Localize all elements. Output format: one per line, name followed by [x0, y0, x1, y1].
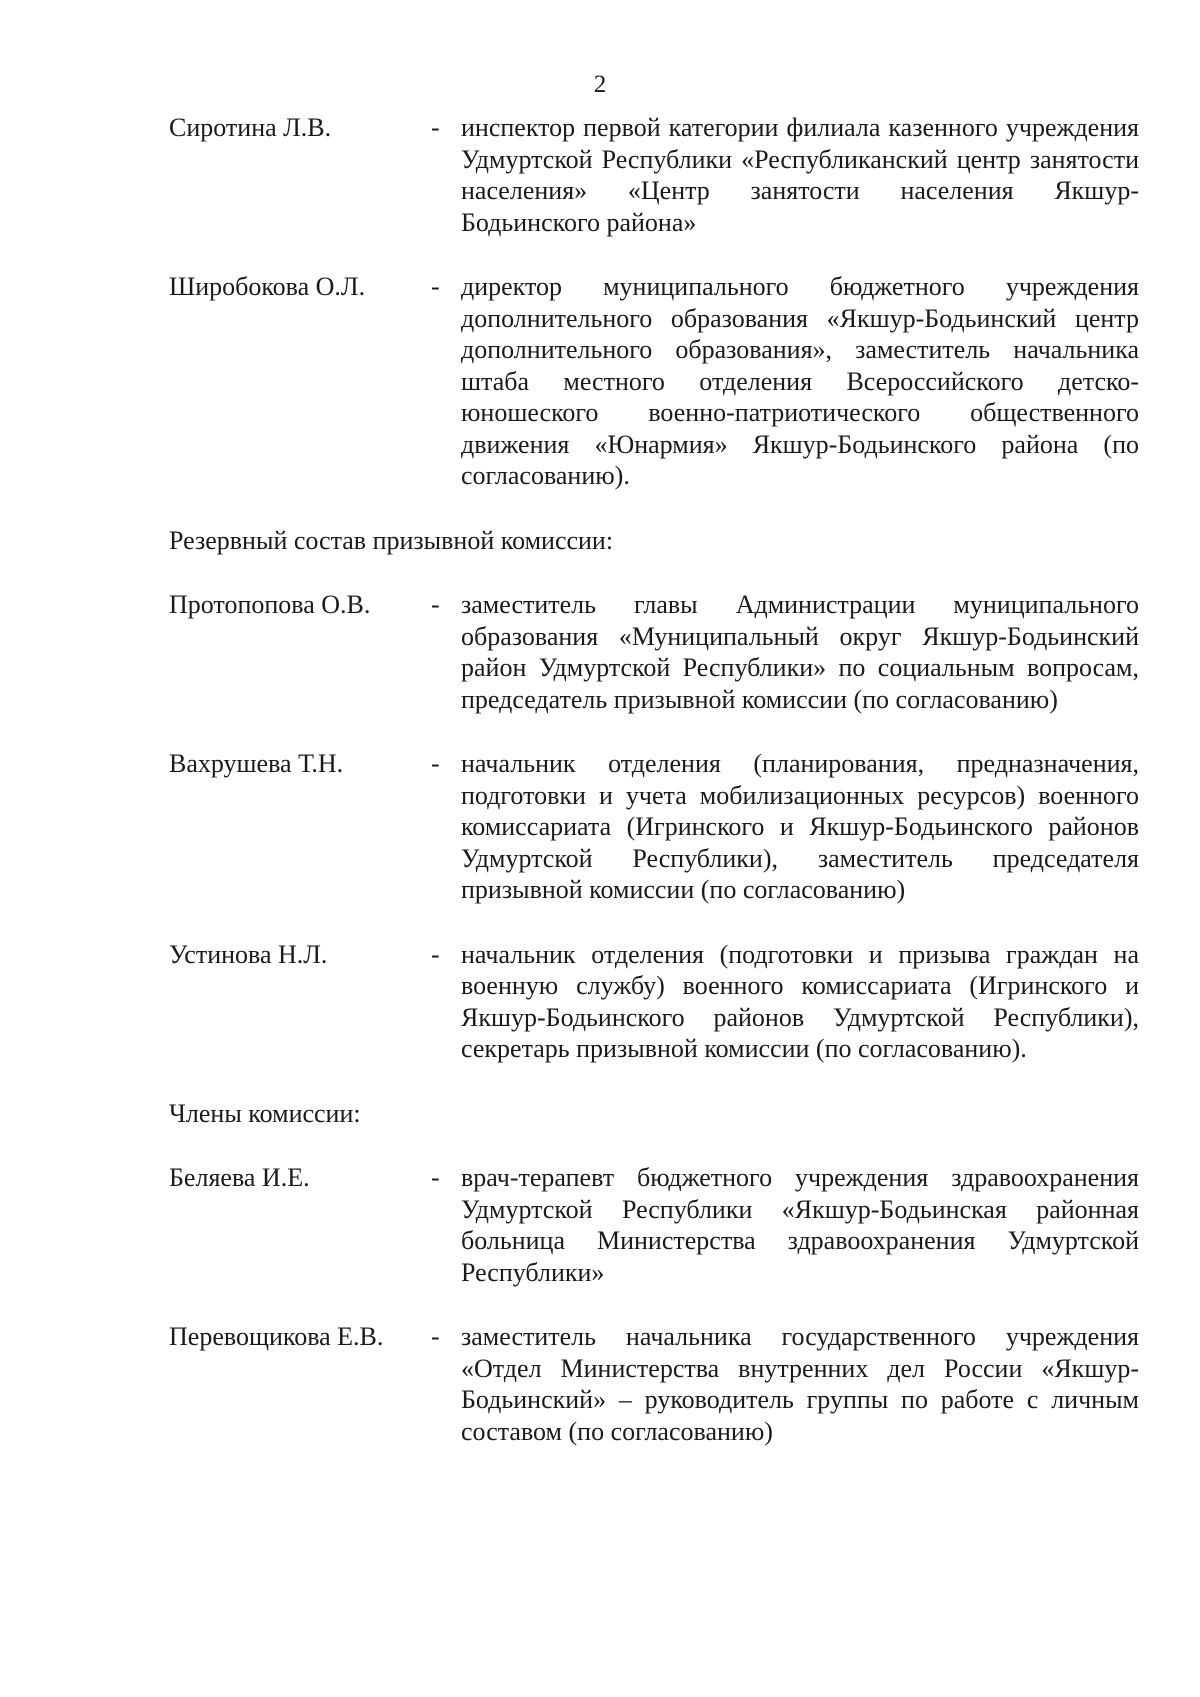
member-position: врач-терапевт бюджетного учреждения здравоохранения Удмуртской Республики «Якшур-Бодьинская районная больница Министерства здравоохранения Удмуртской Республики» [461, 1163, 1139, 1287]
member-name: Устинова Н.Л. [169, 939, 328, 969]
member-dash: - [431, 939, 440, 969]
commission-members-group [169, 1098, 1139, 1448]
main-composition-group [169, 112, 1139, 492]
member-name: Перевощикова Е.В. [169, 1322, 384, 1351]
page-number: 2 [593, 71, 607, 98]
member-entry [169, 1162, 1139, 1288]
member-name: Сиротина Л.В. [169, 113, 332, 142]
section-heading-members: Члены комиссии: [169, 1098, 361, 1128]
member-entry [169, 1321, 1139, 1447]
member-entry [169, 939, 1139, 1065]
member-position: заместитель начальника государственного учреждения «Отдел Министерства внутренних дел России «Якшур-Бодьинский» – руководитель группы по работе с личным составом (по согласованию) [461, 1322, 1139, 1446]
member-dash: - [431, 1163, 440, 1192]
member-position: начальник отделения (планирования, предназначения, подготовки и учета мобилизационных ресурсов) военного комиссариата (Игринского и Якшур-Бодьинского районов Удмуртской Республики), заместитель председателя призывной комиссии (по согласованию) [461, 749, 1139, 904]
commission-list [169, 112, 1139, 1480]
member-name: Широбокова О.Л. [169, 272, 366, 301]
member-position: начальник отделения (подготовки и призыва граждан на военную службу) военного комиссариата (Игринского и Якшур-Бодьинского районов Удмуртской Республики), секретарь призывной комиссии (по согласованию). [461, 939, 1139, 1063]
member-name: Протопопова О.В. [169, 590, 371, 619]
member-entry [169, 748, 1139, 906]
member-position: инспектор первой категории филиала казенного учреждения Удмуртской Республики «Республиканский центр занятости населения» «Центр занятости населения Якшур-Бодьинского района» [461, 113, 1139, 237]
member-dash: - [431, 272, 440, 301]
member-position: заместитель главы Администрации муниципального образования «Муниципальный округ Якшур-Бодьинский район Удмуртской Республики» по социальным вопросам, председатель призывной комиссии (по согласованию) [461, 590, 1139, 714]
member-dash: - [431, 1322, 440, 1351]
member-entry [169, 112, 1139, 238]
member-position: директор муниципального бюджетного учреждения дополнительного образования «Якшур-Бодьинский центр дополнительного образования», заместитель начальника штаба местного отделения Всероссийского детско-юношеского военно-патриотического общественного движения «Юнармия» Якшур-Бодьинского района (по согласованию). [461, 272, 1139, 490]
section-heading-reserve: Резервный состав призывной комиссии: [169, 525, 614, 555]
member-name: Вахрушева Т.Н. [169, 749, 344, 778]
member-dash: - [431, 590, 440, 619]
reserve-composition-group [169, 525, 1139, 1065]
member-dash: - [431, 749, 440, 778]
member-dash: - [431, 113, 440, 142]
member-entry [169, 589, 1139, 715]
member-name: Беляева И.Е. [169, 1163, 310, 1192]
member-entry [169, 271, 1139, 492]
